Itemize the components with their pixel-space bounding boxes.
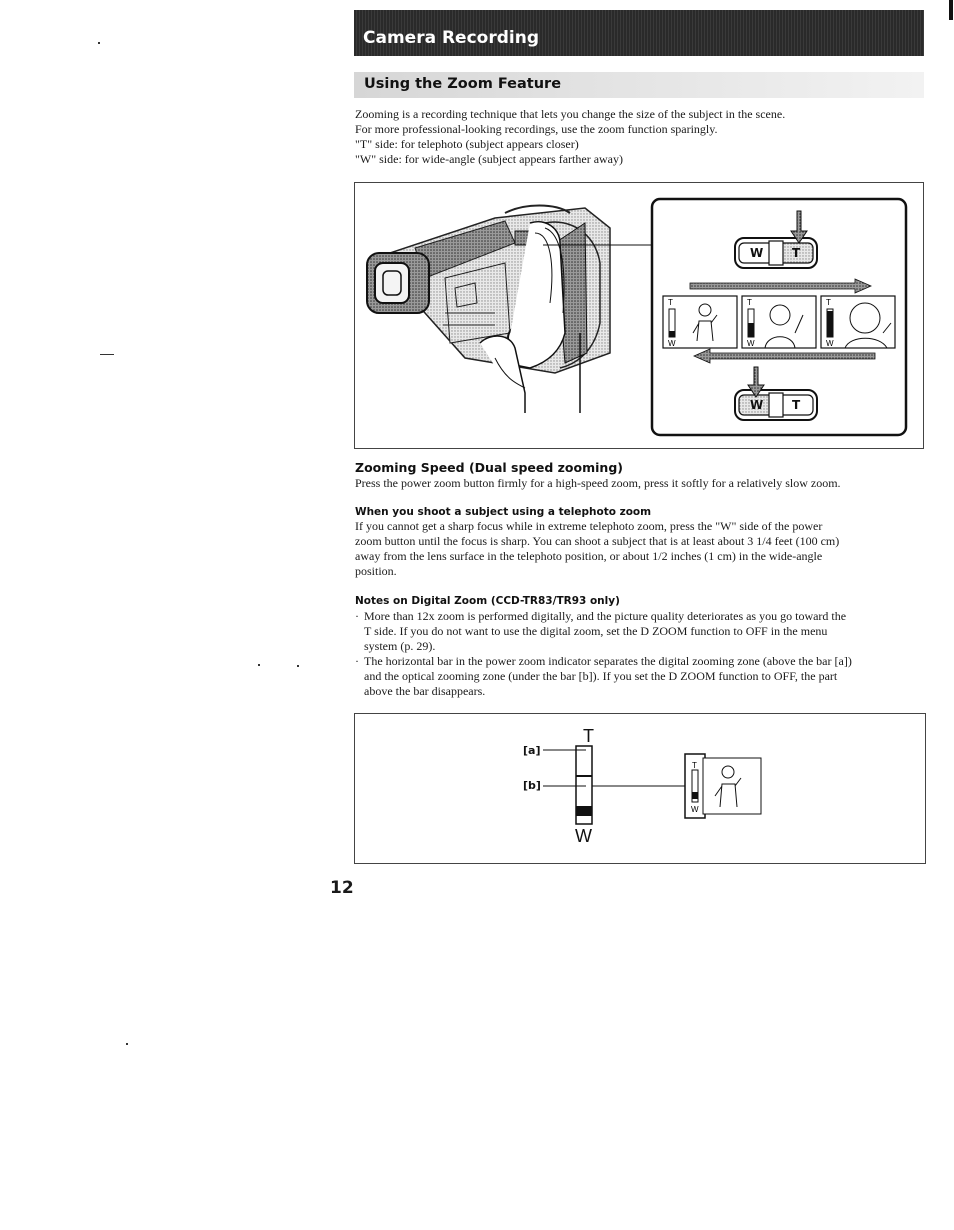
zoom-level-marker (576, 806, 592, 816)
scan-speck (258, 664, 260, 666)
section-title: Camera Recording (363, 28, 539, 48)
label-a: [a] (523, 744, 541, 757)
rocker-t-label: T (792, 398, 801, 412)
frame-t-label: T (826, 298, 831, 307)
indicator-w-label: W (575, 826, 592, 846)
frame-w-label: W (668, 339, 676, 348)
telephoto-line: If you cannot get a sharp focus while in extreme telephoto zoom, press the "W" side of the power (355, 519, 823, 533)
frame-w-label: W (826, 339, 834, 348)
intro-text (355, 107, 915, 167)
telephoto-line: position. (355, 564, 397, 578)
zoom-speed-heading: Zooming Speed (Dual speed zooming) (355, 460, 623, 475)
frame-t-label: T (668, 298, 673, 307)
zoom-indicator-svg (355, 714, 925, 863)
intro-line: "T" side: for telephoto (subject appears closer) (355, 137, 579, 151)
subsection-title: Using the Zoom Feature (364, 76, 562, 92)
zoom-illustration (354, 182, 924, 449)
telephoto-text (355, 519, 925, 579)
digital-zoom-bullet: · More than 12x zoom is performed digitally, and the picture quality deteriorates as you go toward the T side. If you do not want to use the digital zoom, set the D ZOOM function to OFF in the menu system (p. 29). (355, 609, 925, 654)
rocker-w-label: W (750, 246, 764, 260)
mini-frame (703, 758, 761, 814)
zoom-speed-text: Press the power zoom button firmly for a high-speed zoom, press it softly for a relatively slow zoom. (355, 476, 841, 490)
page-number: 12 (330, 878, 354, 898)
telephoto-line: zoom button until the focus is sharp. You can shoot a subject that is at least about 3 1/4 feet (100 cm) (355, 534, 840, 548)
mini-t-label: T (692, 761, 697, 770)
scan-speck (126, 1043, 128, 1045)
bullet-line: T side. If you do not want to use the digital zoom, set the D ZOOM function to OFF in the menu (364, 624, 828, 638)
intro-line: Zooming is a recording technique that lets you change the size of the subject in the scene. (355, 107, 786, 121)
scan-speck (100, 354, 114, 355)
telephoto-line: away from the lens surface in the telephoto position, or about 1/2 inches (1 cm) in the wide-angle (355, 549, 823, 563)
bullet-line: More than 12x zoom is performed digitally, and the picture quality deteriorates as you go toward the (364, 609, 847, 623)
telephoto-heading: When you shoot a subject using a telephoto zoom (355, 506, 652, 518)
intro-line: "W" side: for wide-angle (subject appears farther away) (355, 152, 624, 166)
digital-zoom-heading: Notes on Digital Zoom (CCD-TR83/TR93 only) (355, 595, 620, 607)
digital-zoom-bullet: · The horizontal bar in the power zoom indicator separates the digital zooming zone (above the bar [a]) and the optical zooming zone (under the bar [b]). If you set the D ZOOM function to OFF, the part above the bar disappears. (355, 654, 925, 699)
bullet-line: and the optical zooming zone (under the bar [b]). If you set the D ZOOM function to OFF, the part (364, 669, 838, 683)
zoom-illustration-svg (355, 183, 923, 448)
indicator-t-label: T (583, 726, 594, 746)
bullet-line: The horizontal bar in the power zoom indicator separates the digital zooming zone (above the bar [a]) (364, 654, 852, 668)
margin-tab (949, 0, 953, 20)
section-header (354, 10, 924, 56)
rocker-t-label: T (792, 246, 801, 260)
rocker-w-label: W (750, 398, 764, 412)
bullet-line: system (p. 29). (364, 639, 436, 653)
label-b: [b] (523, 779, 541, 792)
scan-speck (98, 42, 100, 44)
mini-w-label: W (691, 805, 699, 814)
scan-speck (297, 665, 299, 667)
frame-t-label: T (747, 298, 752, 307)
zoom-indicator-diagram (354, 713, 926, 864)
intro-line: For more professional-looking recordings, use the zoom function sparingly. (355, 122, 718, 136)
camcorder-drawing (367, 206, 651, 414)
zoom-frames (663, 296, 895, 348)
bullet-line: above the bar disappears. (364, 684, 486, 698)
frame-w-label: W (747, 339, 755, 348)
subsection-header (354, 72, 924, 98)
